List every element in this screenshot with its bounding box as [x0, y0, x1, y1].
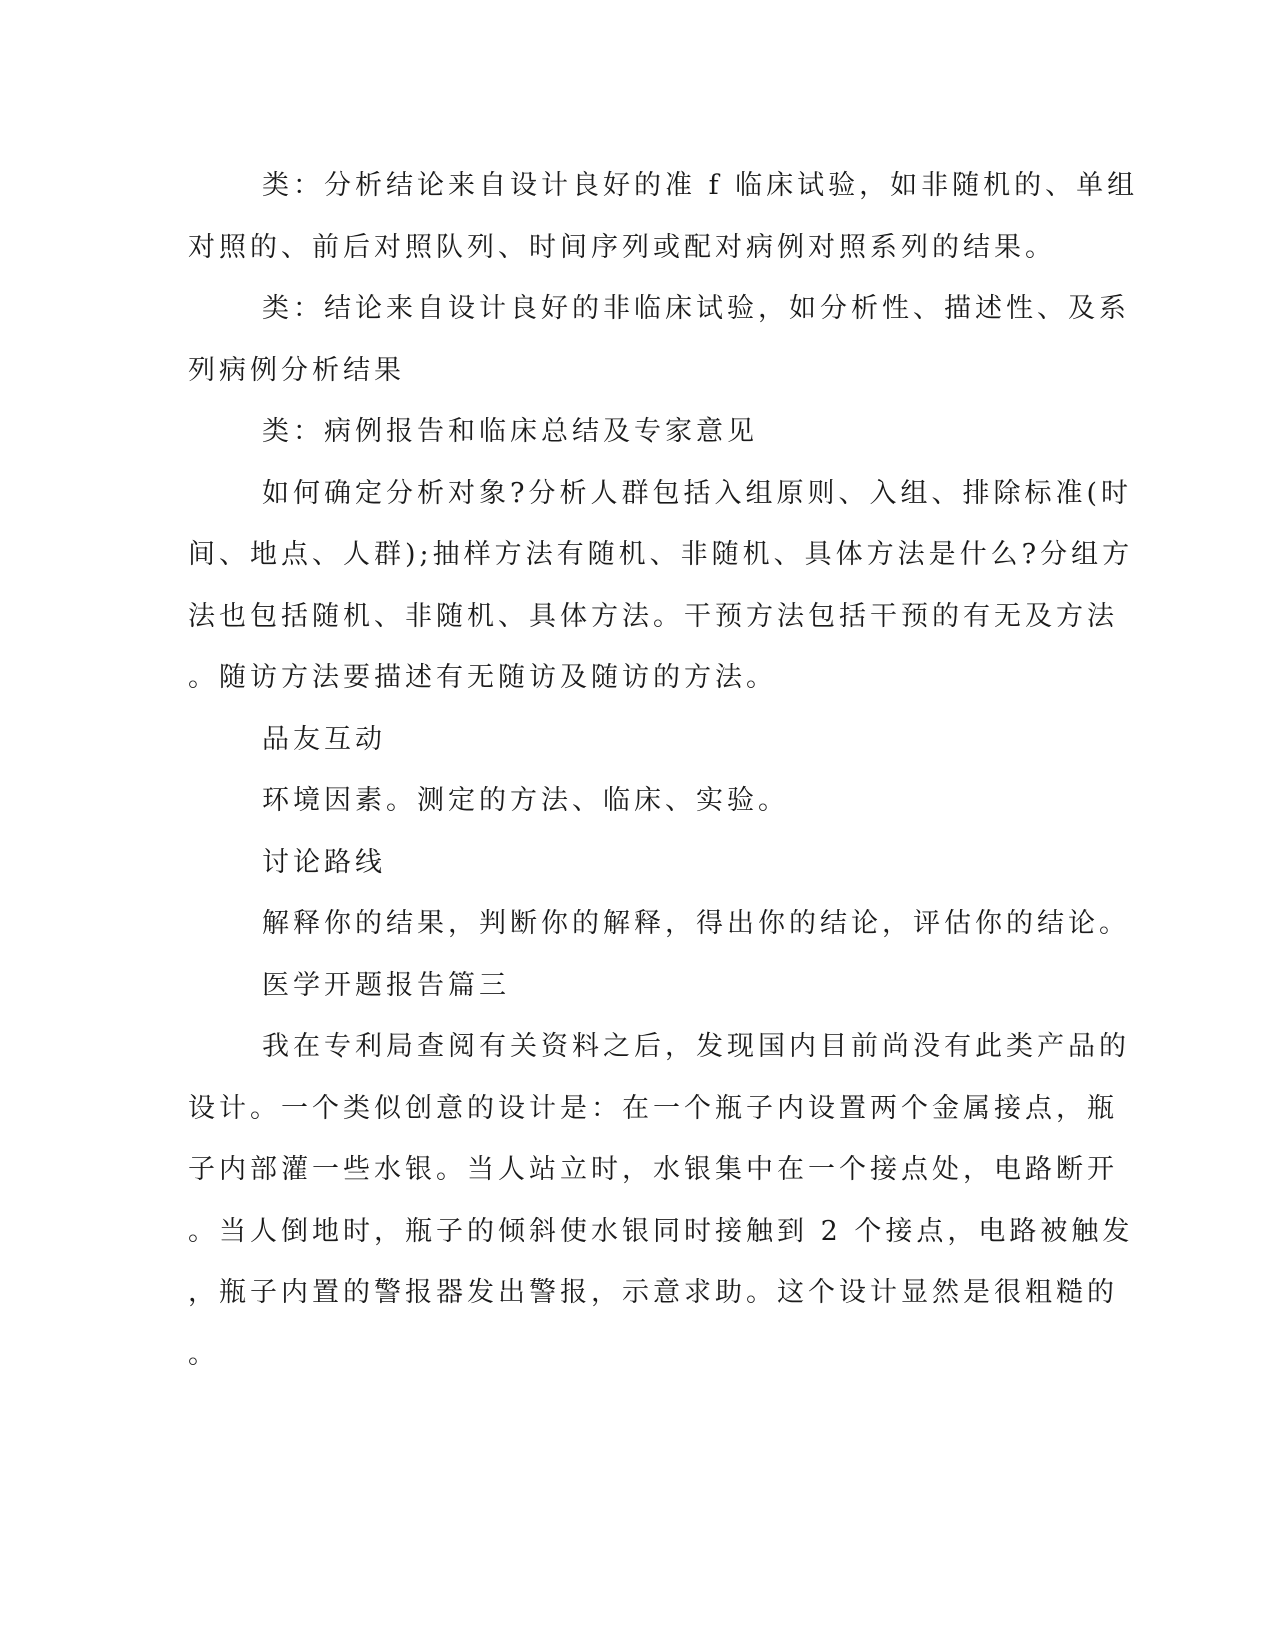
text-line: 。随访方法要描述有无随访及随访的方法。 — [188, 662, 777, 693]
text-line: 。当人倒地时，瓶子的倾斜使水银同时接触到 2 个接点，电路被触发 — [188, 1215, 1134, 1247]
section-heading: 品友互动 — [262, 723, 386, 755]
text-line: 法也包括随机、非随机、具体方法。干预方法包括干预的有无及方法 — [188, 600, 1118, 632]
text-line: 对照的、前后对照队列、时间序列或配对病例对照系列的结果。 — [188, 231, 1056, 263]
text-line: 子内部灌一些水银。当人站立时，水银集中在一个接点处，电路断开 — [188, 1154, 1118, 1185]
text-line: 类：结论来自设计良好的非临床试验，如分析性、描述性、及系 — [262, 293, 1130, 324]
text-line: 环境因素。测定的方法、临床、实验。 — [262, 785, 789, 816]
text-line: 类：分析结论来自设计良好的准 f 临床试验，如非随机的、单组 — [262, 170, 1139, 201]
text-line: 设计。一个类似创意的设计是：在一个瓶子内设置两个金属接点，瓶 — [188, 1092, 1118, 1124]
text-line: 解释你的结果，判断你的解释，得出你的结论，评估你的结论。 — [262, 908, 1130, 939]
text-line: 如何确定分析对象?分析人群包括入组原则、入组、排除标准(时 — [262, 477, 1133, 509]
text-line: 间、地点、人群);抽样方法有随机、非随机、具体方法是什么?分组方 — [188, 539, 1134, 570]
section-heading: 医学开题报告篇三 — [262, 969, 510, 1001]
text-line: 我在专利局查阅有关资料之后，发现国内目前尚没有此类产品的 — [262, 1031, 1130, 1062]
text-line: 列病例分析结果 — [188, 354, 405, 386]
document-page — [188, 155, 1139, 1385]
text-line: ，瓶子内置的警报器发出警报，示意求助。这个设计显然是很粗糙的 — [188, 1277, 1118, 1308]
text-line: 。 — [188, 1338, 219, 1370]
text-line: 类：病例报告和临床总结及专家意见 — [262, 416, 758, 447]
section-heading: 讨论路线 — [262, 846, 386, 878]
